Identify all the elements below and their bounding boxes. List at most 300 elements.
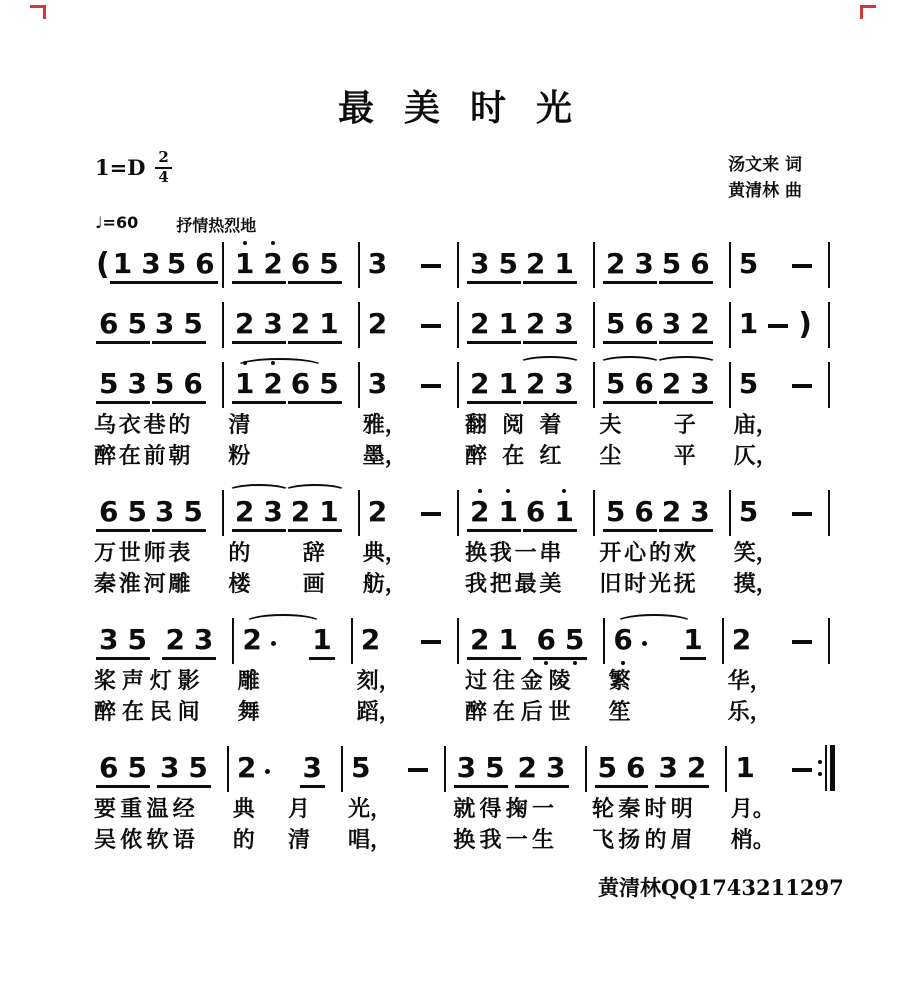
note: 2 — [661, 495, 682, 528]
lyric-cell — [459, 700, 603, 726]
duration-dash — [792, 768, 812, 772]
note: 5 — [127, 751, 147, 784]
lyric-syllable: 尘 — [599, 444, 622, 469]
lyric-syllable: 的 — [228, 541, 251, 566]
duration-dash — [408, 768, 428, 772]
note: 6 — [525, 495, 546, 528]
lyric-syllable: 语 — [172, 828, 195, 853]
beamed-note-group — [523, 247, 577, 284]
lyric-syllable: 民 — [149, 700, 172, 725]
lyric-cell — [88, 797, 227, 823]
note: 1 — [735, 751, 755, 784]
lyric-syllable: 华， — [727, 669, 772, 694]
note: 5 — [99, 367, 119, 400]
note: 3 — [159, 751, 180, 784]
duration-dash — [792, 264, 812, 268]
note: 1 — [235, 250, 254, 278]
lyric-syllable: 的 — [648, 541, 671, 566]
lyric-syllable: 我 — [489, 541, 512, 566]
lyricist-credit: 汤文来 词 — [728, 155, 802, 175]
lyric-syllable: 夫 — [599, 413, 622, 438]
beamed-note-group — [300, 751, 325, 788]
duration-dash — [792, 512, 812, 516]
note: 6 — [99, 495, 119, 528]
beamed-note-group — [533, 623, 587, 660]
lyric-cell — [232, 669, 351, 695]
lyric-cell — [342, 828, 447, 854]
lyric-syllable: 光， — [348, 797, 393, 822]
lyric-cell — [88, 700, 232, 726]
note: 5 — [485, 751, 505, 784]
duration-dash — [421, 264, 441, 268]
measure — [224, 488, 360, 536]
measure — [459, 240, 595, 288]
octave-dot-above — [478, 489, 482, 493]
measure — [724, 616, 830, 664]
note: 3 — [546, 751, 566, 784]
measure — [88, 488, 224, 536]
note: 2 — [290, 307, 311, 340]
note: 3 — [263, 307, 283, 340]
lyric-cell — [88, 669, 232, 695]
lyric-syllable: 时 — [624, 572, 647, 597]
lyric-syllable: 掬 — [505, 797, 528, 822]
measure — [731, 300, 830, 348]
crop-mark-left — [30, 5, 46, 19]
measure — [88, 744, 229, 792]
lyric-syllable: 雕 — [237, 669, 260, 694]
lyric-syllable: 一 — [505, 828, 528, 853]
lyric-syllable: 朝 — [168, 444, 191, 469]
octave-dot-above — [243, 241, 247, 245]
lyric-cell — [593, 444, 727, 470]
beamed-note-group — [110, 247, 164, 284]
octave-dot-below — [544, 661, 548, 665]
beamed-note-group — [152, 495, 206, 532]
measure — [353, 616, 459, 664]
lyric-syllable: 我 — [465, 572, 488, 597]
beamed-note-group — [288, 367, 342, 404]
notes-row — [88, 616, 830, 664]
note: 3 — [690, 495, 710, 528]
lyric-syllable: 衣 — [118, 413, 141, 438]
lyric-syllable: 表 — [168, 541, 191, 566]
system-line-4 — [88, 488, 830, 598]
measure — [595, 360, 731, 408]
measure — [459, 360, 595, 408]
lyric-cell — [357, 541, 459, 567]
lyric-cell — [603, 700, 722, 726]
repeat-dots — [818, 760, 822, 776]
lyric-syllable: 月 — [288, 797, 311, 822]
note: 3 — [554, 367, 574, 400]
lyric-cell — [357, 444, 459, 470]
octave-dot-above — [243, 361, 247, 365]
lyric-cell — [88, 413, 222, 439]
lyric-syllable: 灯 — [149, 669, 172, 694]
lyric-syllable: 我 — [479, 828, 502, 853]
note: 2 — [731, 623, 752, 656]
measure — [88, 240, 224, 288]
lyric-syllable: 淮 — [118, 572, 141, 597]
beamed-note-group — [288, 307, 342, 344]
crop-mark-right — [860, 5, 876, 19]
repeat-dot — [818, 772, 822, 776]
note: 5 — [738, 247, 759, 280]
note: 5 — [154, 367, 175, 400]
note: 2 — [234, 495, 255, 528]
measure — [224, 360, 360, 408]
note: 2 — [686, 751, 707, 784]
lyric-syllable: 万 — [94, 541, 117, 566]
lyric-syllable: 着 — [539, 413, 562, 438]
lyric-syllable: 辞 — [302, 541, 325, 566]
measure — [595, 300, 731, 348]
beamed-note-group — [603, 247, 657, 284]
note: 2 — [360, 623, 381, 656]
lyric-cell — [222, 541, 356, 567]
note: 3 — [263, 495, 283, 528]
note: 1 — [319, 307, 339, 340]
lyric-cell — [232, 700, 351, 726]
song-title: 最美时光 — [337, 88, 602, 129]
lyric-cell — [459, 541, 593, 567]
system-line-2 — [88, 300, 830, 348]
beamed-note-group — [523, 367, 577, 404]
note: 3 — [302, 751, 322, 784]
lyric-cell — [593, 572, 727, 598]
lyrics-row-2 — [88, 700, 830, 726]
lyric-syllable: 乌 — [94, 413, 117, 438]
beamed-note-group — [659, 307, 713, 344]
octave-dot-above — [271, 361, 275, 365]
lyric-cell — [459, 413, 593, 439]
lyric-syllable: 仄， — [733, 444, 778, 469]
lyric-syllable: 阅 — [502, 413, 525, 438]
score — [88, 240, 830, 872]
lyric-syllable: 醉 — [464, 700, 487, 725]
note: 6 — [536, 626, 555, 654]
note: 1 — [498, 367, 518, 400]
beamed-note-group — [232, 367, 286, 404]
measure — [88, 300, 224, 348]
measure — [360, 360, 459, 408]
tempo-row — [95, 213, 256, 236]
beamed-note-group — [96, 623, 150, 660]
note: 5 — [319, 247, 339, 280]
note: 1 — [112, 247, 133, 280]
note: 3 — [154, 495, 175, 528]
note: 6 — [634, 367, 654, 400]
note: 1 — [319, 495, 339, 528]
lyric-syllable: 醉 — [94, 444, 117, 469]
note: 5 — [738, 495, 759, 528]
note: 5 — [127, 495, 147, 528]
note: 2 — [470, 307, 490, 340]
lyric-cell — [342, 797, 447, 823]
beamed-note-group — [523, 307, 577, 344]
note: 2 — [470, 623, 490, 656]
lyric-syllable: 间 — [177, 700, 200, 725]
measure — [224, 240, 360, 288]
lyric-syllable: 庙， — [733, 413, 778, 438]
lyric-syllable: 唱， — [348, 828, 393, 853]
note: 1 — [738, 307, 759, 340]
lyric-syllable: 吴 — [94, 828, 117, 853]
note: 6 — [634, 495, 654, 528]
note: 1 — [498, 623, 518, 656]
measure — [731, 488, 830, 536]
key-signature — [95, 150, 172, 186]
duration-dash — [768, 324, 788, 328]
note: 2 — [367, 307, 388, 340]
note: 2 — [661, 367, 682, 400]
lyric-cell — [227, 797, 342, 823]
note: 3 — [127, 367, 147, 400]
lyric-syllable: 雅， — [362, 413, 407, 438]
measure — [731, 360, 830, 408]
note: 5 — [498, 247, 518, 280]
note: 2 — [367, 495, 388, 528]
note: 3 — [456, 751, 477, 784]
notes-row — [88, 360, 830, 408]
repeat-end-barline — [818, 745, 835, 791]
notes-row — [88, 488, 830, 536]
note: 2 — [290, 495, 311, 528]
measure — [595, 240, 731, 288]
duration-dash — [421, 324, 441, 328]
note: 2 — [470, 498, 489, 526]
lyric-cell — [722, 669, 830, 695]
lyric-syllable: 开 — [599, 541, 622, 566]
barline — [828, 362, 830, 408]
lyric-syllable: 得 — [479, 797, 502, 822]
system-line-1 — [88, 240, 830, 288]
note: 6 — [613, 626, 632, 654]
beamed-note-group — [603, 367, 657, 404]
note: 3 — [367, 367, 388, 400]
barline-thick — [830, 745, 835, 791]
beamed-note-group — [96, 367, 150, 404]
beamed-note-group — [655, 751, 709, 788]
lyric-syllable: 粉 — [228, 444, 251, 469]
lyric-syllable: 一 — [514, 541, 537, 566]
lyric-cell — [586, 828, 725, 854]
lyric-syllable: 陵 — [548, 669, 571, 694]
beamed-note-group — [595, 751, 649, 788]
lyric-syllable: 往 — [492, 669, 515, 694]
note: 3 — [634, 247, 654, 280]
note: 1 — [498, 307, 518, 340]
lyric-syllable: 美 — [539, 572, 562, 597]
note: 5 — [605, 307, 626, 340]
lyric-cell — [586, 797, 725, 823]
lyric-syllable: 换 — [453, 828, 476, 853]
note: 6 — [290, 247, 311, 280]
lyrics-row-1 — [88, 669, 830, 695]
note: 2 — [236, 751, 257, 784]
note: 2 — [690, 307, 710, 340]
note: 3 — [99, 623, 119, 656]
notes-row — [88, 744, 830, 792]
lyric-cell — [728, 413, 830, 439]
note: 3 — [690, 367, 710, 400]
lyric-cell — [447, 797, 586, 823]
note: 2 — [525, 367, 546, 400]
measure — [459, 488, 595, 536]
beamed-note-group — [288, 495, 342, 532]
note: 2 — [234, 307, 255, 340]
note: 1 — [498, 498, 517, 526]
lyric-cell — [725, 828, 830, 854]
lyric-syllable: 世 — [548, 700, 571, 725]
close-paren: ) — [798, 307, 812, 342]
lyric-cell — [88, 541, 222, 567]
lyric-syllable: 经 — [172, 797, 195, 822]
time-signature-denominator: 4 — [158, 167, 169, 186]
beamed-note-group — [515, 751, 569, 788]
measure — [727, 744, 830, 792]
beamed-note-group — [288, 247, 342, 284]
note: 2 — [242, 623, 262, 656]
note: 6 — [625, 751, 646, 784]
duration-dash — [421, 640, 441, 644]
lyric-syllable: 在 — [502, 444, 525, 469]
note: 2 — [165, 623, 185, 656]
beamed-note-group — [467, 623, 521, 660]
notes-row — [88, 240, 830, 288]
note: 2 — [525, 247, 546, 280]
expression-mark: 抒情热烈地 — [176, 216, 257, 235]
note: 5 — [661, 247, 682, 280]
lyric-syllable: 世 — [118, 541, 141, 566]
lyric-cell — [459, 572, 593, 598]
lyric-cell — [722, 700, 830, 726]
notes-row — [88, 300, 830, 348]
lyric-cell — [728, 444, 830, 470]
beamed-note-group — [96, 751, 150, 788]
measure — [360, 240, 459, 288]
beamed-note-group — [152, 367, 206, 404]
octave-dot-below — [573, 661, 577, 665]
lyric-syllable: 把 — [489, 572, 512, 597]
note: 3 — [470, 247, 490, 280]
lyric-cell — [447, 828, 586, 854]
lyric-syllable: 清 — [228, 413, 251, 438]
beamed-note-group — [152, 307, 206, 344]
lyric-cell — [725, 797, 830, 823]
note: 6 — [290, 367, 311, 400]
note: 2 — [525, 307, 546, 340]
note: 1 — [683, 623, 703, 656]
lyric-cell — [222, 413, 356, 439]
lyric-syllable: 在 — [118, 444, 141, 469]
lyric-syllable: 要 — [94, 797, 117, 822]
note: 1 — [554, 498, 573, 526]
lyric-syllable: 平 — [673, 444, 696, 469]
lyric-syllable: 换 — [465, 541, 488, 566]
lyrics-row-2 — [88, 444, 830, 470]
note: 2 — [263, 250, 282, 278]
lyric-syllable: 繁 — [608, 669, 631, 694]
lyric-syllable: 画 — [302, 572, 325, 597]
lyrics-row-2 — [88, 828, 830, 854]
measure — [459, 300, 595, 348]
note: 5 — [565, 626, 584, 654]
measure — [360, 300, 459, 348]
lyric-cell — [222, 572, 356, 598]
beamed-note-group — [157, 751, 211, 788]
lyric-syllable: 欢 — [673, 541, 696, 566]
measure — [234, 616, 352, 664]
note: 5 — [351, 751, 371, 784]
note: 6 — [690, 247, 710, 280]
beamed-note-group — [164, 247, 218, 284]
beamed-note-group — [467, 307, 521, 344]
note: 5 — [597, 751, 617, 784]
repeat-dot — [818, 760, 822, 764]
note: 5 — [183, 307, 203, 340]
lyric-syllable: 影 — [177, 669, 200, 694]
beamed-note-group — [232, 247, 286, 284]
lyric-syllable: 子 — [673, 413, 696, 438]
lyric-syllable: 生 — [531, 828, 554, 853]
note: 5 — [605, 367, 626, 400]
note: 3 — [661, 307, 682, 340]
octave-dot-below — [621, 661, 625, 665]
beamed-note-group — [659, 247, 713, 284]
lyric-syllable: 金 — [520, 669, 543, 694]
lyric-cell — [728, 541, 830, 567]
note: 3 — [141, 247, 161, 280]
lyric-syllable: 扬 — [618, 828, 641, 853]
barline — [828, 302, 830, 348]
lyric-syllable: 抚 — [673, 572, 696, 597]
lyric-cell — [603, 669, 722, 695]
measure — [229, 744, 343, 792]
lyric-syllable: 墨， — [362, 444, 407, 469]
note: 6 — [99, 751, 119, 784]
duration-dash — [421, 512, 441, 516]
note: 2 — [470, 367, 490, 400]
note: 5 — [738, 367, 759, 400]
lyric-syllable: 巷 — [143, 413, 166, 438]
beamed-note-group — [603, 495, 657, 532]
lyric-syllable: 最 — [514, 572, 537, 597]
note: 1 — [235, 370, 254, 398]
measure — [360, 488, 459, 536]
lyric-cell — [351, 669, 459, 695]
lyric-syllable: 在 — [121, 700, 144, 725]
lyric-syllable: 翻 — [465, 413, 488, 438]
lyric-cell — [351, 700, 459, 726]
note: 5 — [183, 495, 203, 528]
lyric-syllable: 串 — [539, 541, 562, 566]
system-line-5 — [88, 616, 830, 726]
lyric-syllable: 前 — [143, 444, 166, 469]
duration-dash — [792, 384, 812, 388]
octave-dot-above — [562, 489, 566, 493]
note: 1 — [312, 623, 332, 656]
lyric-cell — [357, 572, 459, 598]
lyric-syllable: 醉 — [465, 444, 488, 469]
lyric-syllable: 典 — [232, 797, 255, 822]
beamed-note-group — [162, 623, 216, 660]
measure — [731, 240, 830, 288]
note: 5 — [319, 367, 339, 400]
lyric-syllable: 就 — [453, 797, 476, 822]
octave-dot-above — [271, 241, 275, 245]
